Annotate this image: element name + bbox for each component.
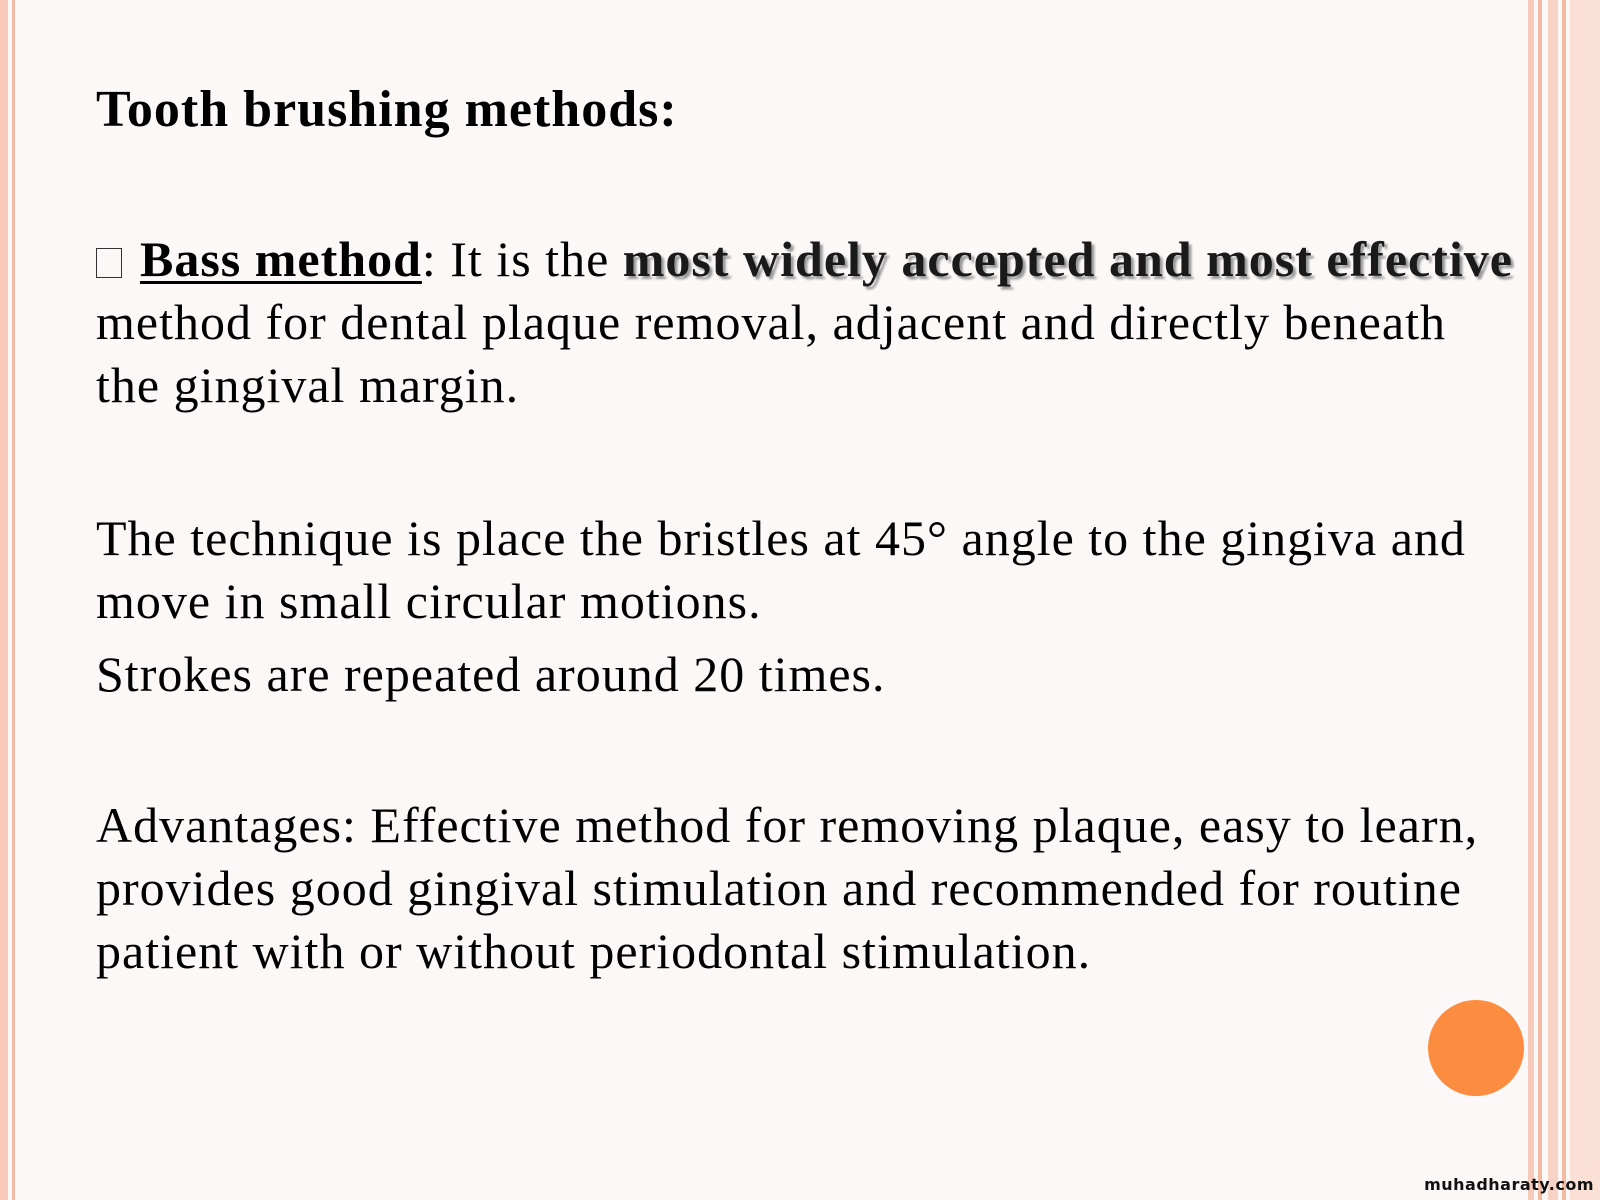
strokes-paragraph: Strokes are repeated around 20 times. (96, 646, 886, 702)
right-border-stripe (1538, 0, 1542, 1200)
slide-title: Tooth brushing methods: (96, 81, 678, 138)
bass-intro: It is the (436, 231, 623, 287)
square-bullet-icon (96, 248, 122, 278)
left-border-stripe-thin (12, 0, 15, 1200)
slide-content (96, 78, 1516, 983)
bass-description: method for dental plaque removal, adjacent and directly beneath the gingival margin. (96, 294, 1446, 413)
advantages-paragraph: Advantages: Effective method for removing plaque, easy to learn, provides good gingival stimulation and recommended for routine patient with or without periodontal stimulation. (96, 797, 1479, 979)
watermark: muhadharaty.com (1424, 1175, 1594, 1194)
right-border-stripe (1570, 0, 1600, 1200)
right-border-stripe (1562, 0, 1566, 1200)
bass-method-label: Bass method (140, 231, 422, 287)
bass-method-paragraph (96, 228, 1516, 417)
right-border-stripe (1548, 0, 1558, 1200)
technique-paragraph: The technique is place the bristles at 45° angle to the gingiva and move in small circular motions. (96, 510, 1466, 629)
bass-colon: : (421, 231, 437, 287)
orange-circle-icon (1428, 1000, 1524, 1096)
left-border-stripe (0, 0, 8, 1200)
bass-emphasis: most widely accepted and most effective (622, 231, 1513, 287)
right-border-stripe (1528, 0, 1534, 1200)
